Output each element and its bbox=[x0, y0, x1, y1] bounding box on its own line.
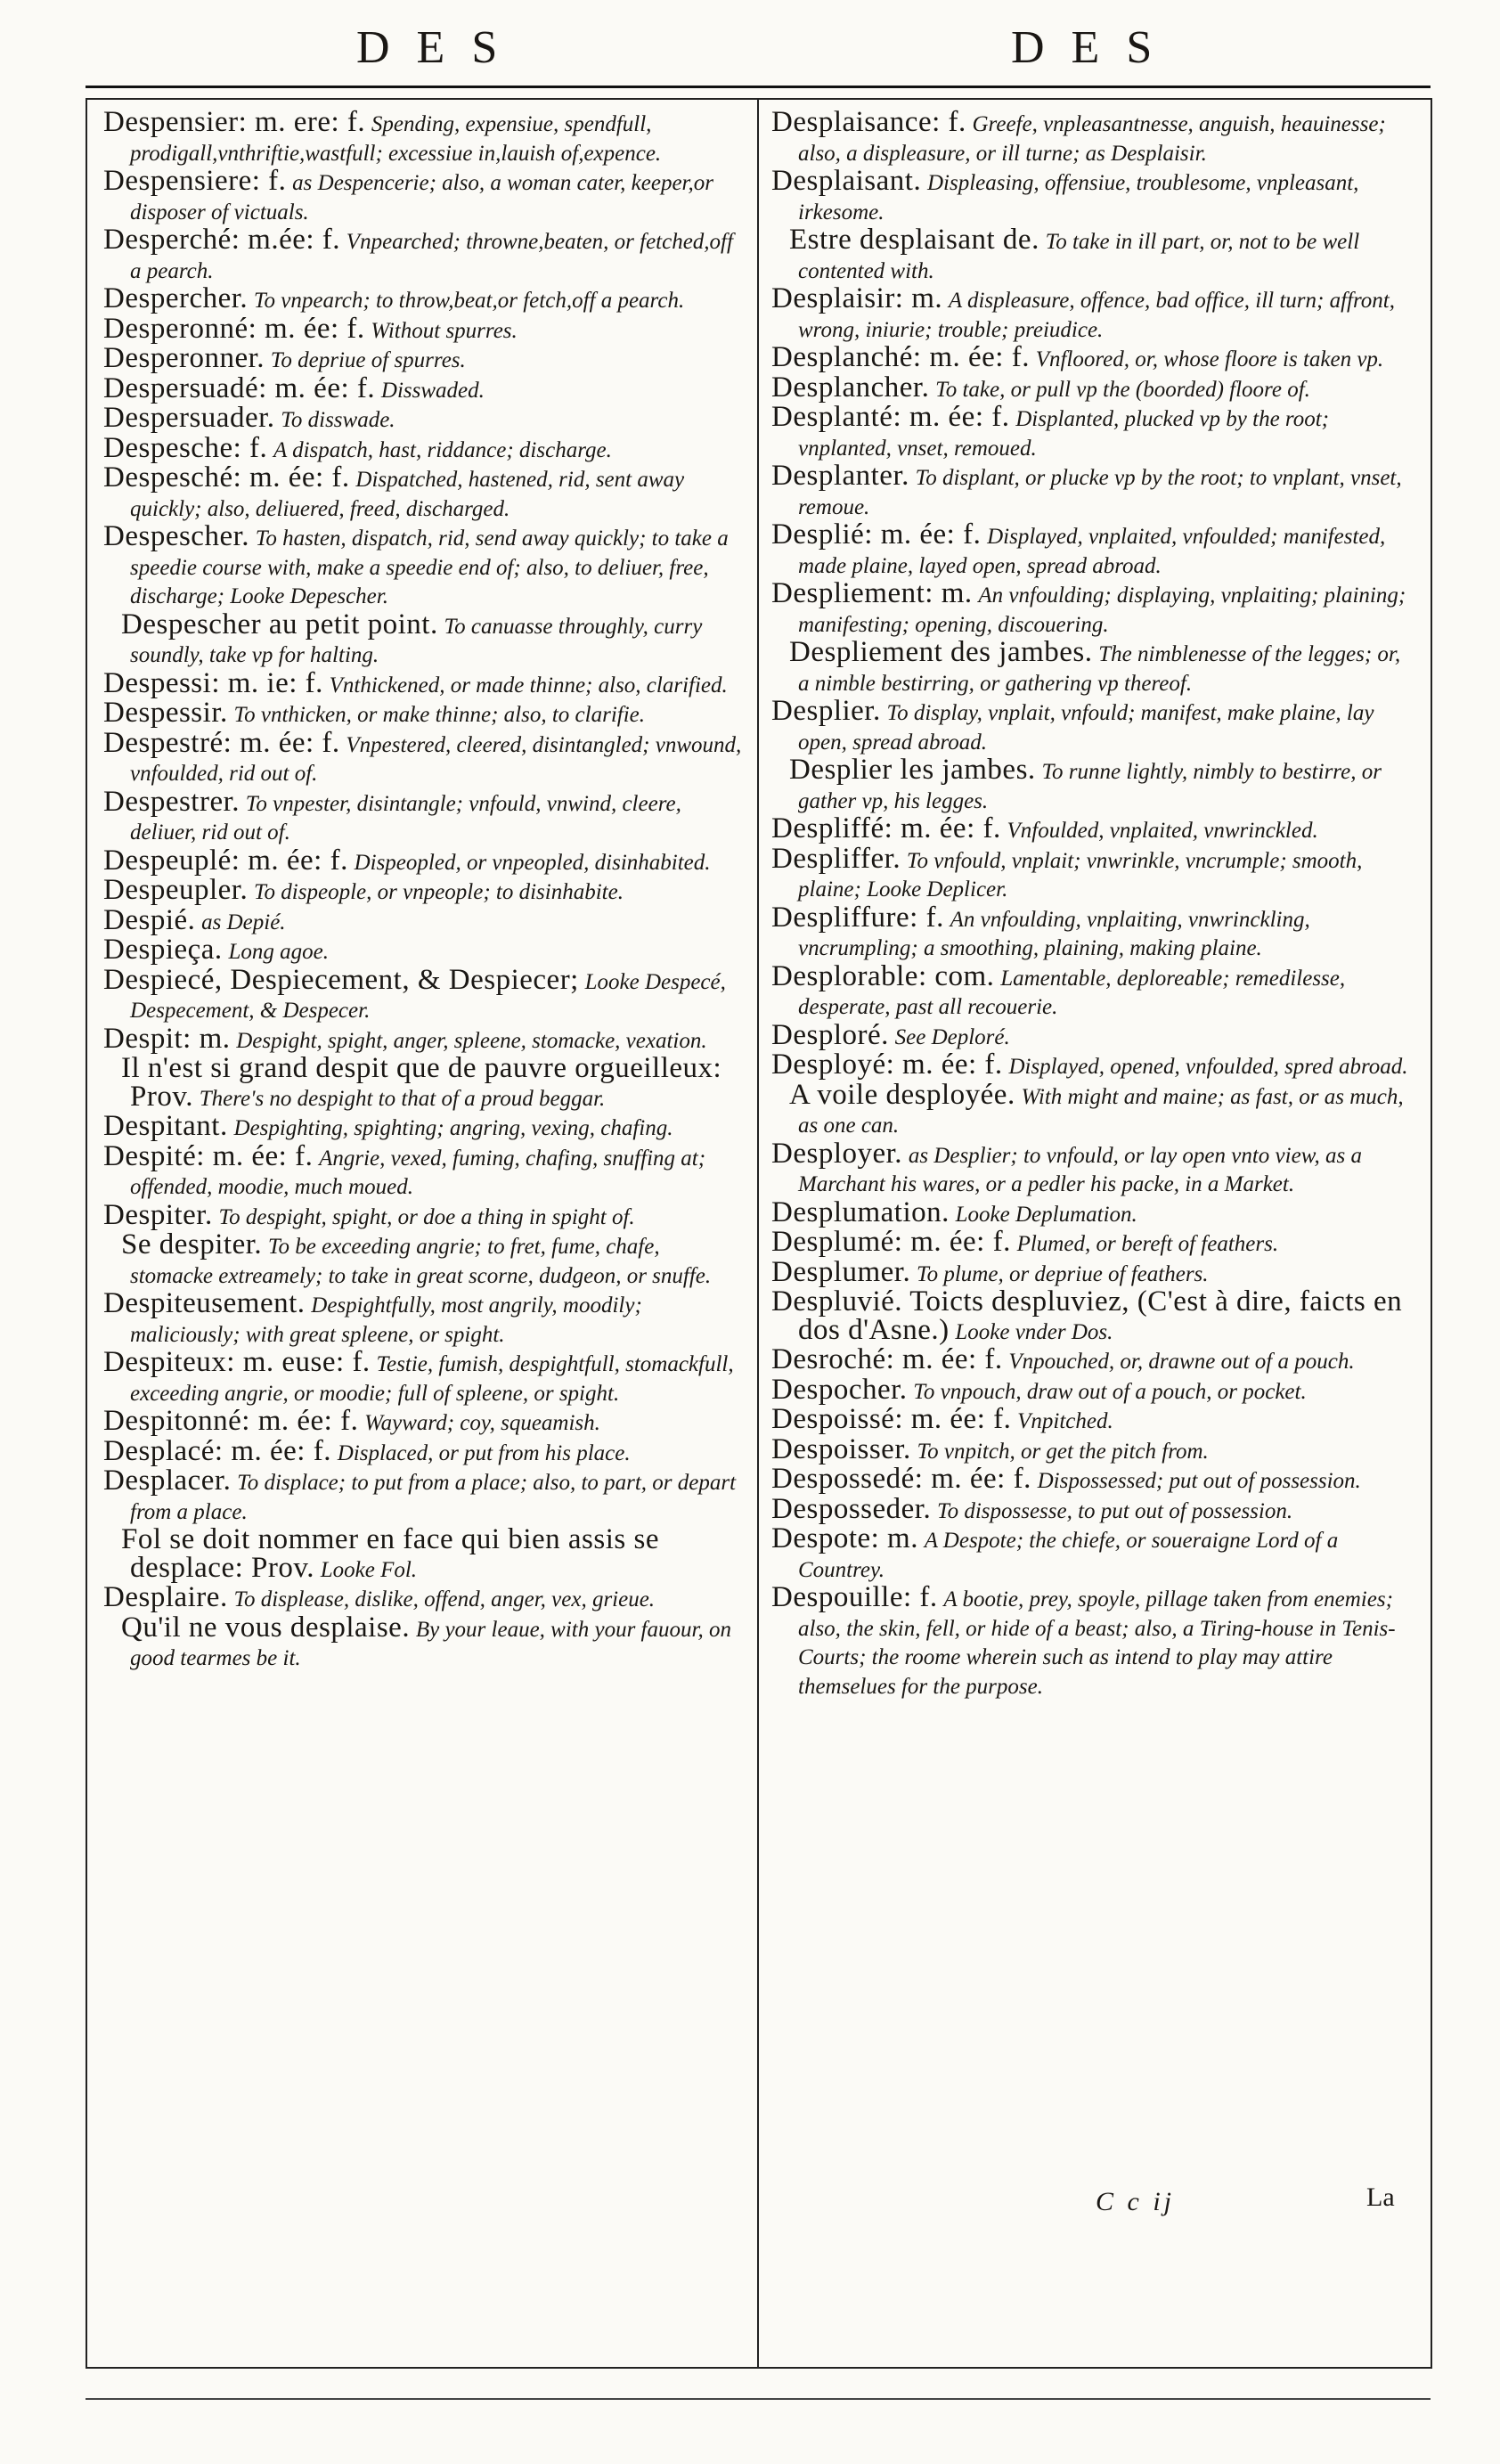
dictionary-entry bbox=[103, 844, 745, 877]
definition: Without spurres. bbox=[371, 318, 518, 343]
dictionary-entry bbox=[771, 1137, 1414, 1199]
definition: To dispossesse, to put out of possession. bbox=[936, 1498, 1293, 1523]
running-head-right: DES bbox=[1011, 22, 1179, 73]
definition: Displaced, or put from his place. bbox=[337, 1440, 631, 1465]
dictionary-entry bbox=[103, 1581, 745, 1614]
headword: Despessi: m. ie: f. bbox=[103, 666, 323, 699]
dictionary-entry bbox=[771, 1255, 1414, 1289]
dictionary-entry bbox=[771, 695, 1414, 756]
definition: With might and maine; as fast, or as much, as one can. bbox=[798, 1084, 1404, 1138]
definition: Displayed, vnplaited, vnfoulded; manifested, made plaine, layed open, spread abroad. bbox=[798, 525, 1386, 578]
definition: Angrie, vexed, fuming, chafing, snuffing at; offended, moodie, much moued. bbox=[130, 1146, 706, 1199]
definition: Vnpouched, or, drawne out of a pouch. bbox=[1008, 1350, 1355, 1374]
catchword: La bbox=[1366, 2183, 1395, 2212]
dictionary-entry bbox=[771, 282, 1414, 344]
definition: To dispeople, or vnpeople; to disinhabite. bbox=[253, 880, 624, 904]
headword: Despensiere: f. bbox=[103, 165, 287, 197]
headword: Despoissé: m. ée: f. bbox=[771, 1403, 1012, 1435]
definition: Displanted, plucked vp by the root; vnplanted, vnset, remoued. bbox=[798, 407, 1330, 461]
definition: To displace; to put from a place; also, to part, or depart from a place. bbox=[130, 1471, 737, 1524]
dictionary-entry bbox=[103, 874, 745, 907]
headword: Despitant. bbox=[103, 1110, 228, 1142]
dictionary-entry bbox=[771, 1403, 1414, 1436]
header-rule bbox=[86, 86, 1431, 88]
dictionary-entry bbox=[103, 1110, 745, 1143]
dictionary-entry bbox=[771, 577, 1414, 639]
definition: Despightfully, most angrily, moodily; maliciously; with great spleene, or spight. bbox=[130, 1293, 642, 1347]
headword: Despesche: f. bbox=[103, 431, 268, 464]
dictionary-entry bbox=[771, 842, 1414, 904]
dictionary-entry bbox=[771, 1285, 1414, 1346]
definition: A bootie, prey, spoyle, pillage taken from enemies; also, the skin, fell, or hide of a beast; also, a Tiring-house in Tenis-Courts; the roome wherein such as intend to play may attire themselues for the purpose. bbox=[798, 1587, 1396, 1699]
headword: Despiteusement. bbox=[103, 1287, 306, 1319]
definition: as Depié. bbox=[201, 910, 286, 934]
dictionary-entry bbox=[103, 371, 745, 405]
dictionary-entry bbox=[103, 1022, 745, 1056]
headword: Despercher. bbox=[103, 282, 249, 314]
definition: Looke Fol. bbox=[320, 1557, 418, 1582]
definition: To hasten, dispatch, rid, send away quickly; to take a speedie course with, make a speedie end of; also, to deliuer, free, discharge; Looke Depescher. bbox=[130, 526, 729, 608]
headword: Despliffé: m. ée: f. bbox=[771, 812, 1001, 844]
definition: By your leaue, with your fauour, on good tearmes be it. bbox=[130, 1617, 731, 1670]
headword: Despeuplé: m. ée: f. bbox=[103, 844, 348, 877]
dictionary-entry bbox=[771, 106, 1414, 167]
definition: Dispatched, hastened, rid, sent away quickly; also, deliuered, freed, discharged. bbox=[130, 468, 685, 521]
headword: Desperonner. bbox=[103, 342, 265, 374]
definition: To vnpitch, or get the pitch from. bbox=[917, 1439, 1209, 1464]
definition: Lamentable, deploreable; remedilesse, desperate, past all recouerie. bbox=[798, 966, 1346, 1019]
definition: A dispatch, hast, riddance; discharge. bbox=[273, 437, 612, 462]
headword: Desroché: m. ée: f. bbox=[771, 1343, 1003, 1375]
dictionary-entry bbox=[103, 726, 745, 788]
definition: To depriue of spurres. bbox=[270, 348, 466, 372]
dictionary-entry bbox=[771, 401, 1414, 462]
headword: Despensier: m. ere: f. bbox=[103, 106, 366, 138]
definition: An vnfoulding; displaying, vnplaiting; plaining; manifesting; opening, discouering. bbox=[798, 583, 1406, 637]
headword: Despiecé, Despiecement, & Despiecer; bbox=[103, 963, 579, 996]
dictionary-entry bbox=[771, 1018, 1414, 1052]
headword: Despit: m. bbox=[103, 1022, 231, 1055]
definition: To runne lightly, nimbly to bestirre, or gather vp, his legges. bbox=[798, 760, 1382, 813]
definition: Long agoe. bbox=[228, 940, 329, 964]
headword: Desplanter. bbox=[771, 460, 909, 492]
headword: Despieça. bbox=[103, 934, 223, 966]
dictionary-entry bbox=[103, 431, 745, 465]
dictionary-entry bbox=[771, 226, 1414, 285]
dictionary-entry bbox=[771, 371, 1414, 404]
definition: Looke vnder Dos. bbox=[955, 1319, 1113, 1344]
headword: Desplumer. bbox=[771, 1255, 911, 1288]
headword: Desplumation. bbox=[771, 1195, 950, 1228]
headword: Despescher. bbox=[103, 520, 250, 552]
dictionary-entry bbox=[103, 963, 745, 1025]
definition: Dispossessed; put out of possession. bbox=[1037, 1469, 1361, 1493]
headword: Despliffer. bbox=[771, 842, 901, 875]
dictionary-entry bbox=[103, 342, 745, 375]
page-header bbox=[89, 18, 1425, 94]
dictionary-entry bbox=[103, 282, 745, 315]
headword: Despié. bbox=[103, 903, 196, 936]
headword: Despliffure: f. bbox=[771, 901, 944, 934]
headword: Despessir. bbox=[103, 697, 228, 729]
headword: Despeupler. bbox=[103, 874, 249, 906]
headword: Despouille: f. bbox=[771, 1581, 938, 1613]
dictionary-entry bbox=[103, 520, 745, 611]
definition: Despighting, spighting; angring, vexing, chafing. bbox=[233, 1116, 673, 1140]
headword: Desployé: m. ée: f. bbox=[771, 1048, 1003, 1081]
headword: Desplacé: m. ée: f. bbox=[103, 1434, 331, 1467]
dictionary-entry bbox=[771, 756, 1414, 815]
headword: Despocher. bbox=[771, 1373, 908, 1406]
dictionary-entry bbox=[771, 462, 1414, 521]
dictionary-entry bbox=[103, 226, 745, 285]
definition: To disswade. bbox=[281, 408, 395, 432]
definition: Vnfloored, or, whose floore is taken vp. bbox=[1035, 347, 1384, 371]
headword: Desplaire. bbox=[103, 1581, 228, 1613]
definition: Looke Deplumation. bbox=[955, 1202, 1137, 1227]
dictionary-entry bbox=[771, 518, 1414, 580]
definition: To take in ill part, or, not to be well contented with. bbox=[798, 230, 1360, 283]
definition: Displayed, opened, vnfoulded, spred abroad. bbox=[1008, 1055, 1408, 1079]
dictionary-entry bbox=[771, 1343, 1414, 1376]
definition: Looke Despecé, Despecement, & Despecer. bbox=[130, 969, 726, 1023]
dictionary-entry bbox=[771, 636, 1414, 698]
headword: Despliement des jambes. bbox=[789, 636, 1093, 668]
headword: Il n'est si grand despit que de pauvre orgueilleux: Prov. bbox=[121, 1052, 722, 1113]
dictionary-entry bbox=[103, 785, 745, 847]
definition: Wayward; coy, squeamish. bbox=[364, 1411, 600, 1435]
dictionary-entry bbox=[771, 167, 1414, 226]
dictionary-entry bbox=[771, 1373, 1414, 1407]
dictionary-entry bbox=[771, 341, 1414, 374]
headword: Despiteux: m. euse: f. bbox=[103, 1346, 371, 1378]
signature-mark: C c ij bbox=[1096, 2187, 1175, 2216]
definition: To vnpester, disintangle; vnfould, vnwind, cleere, deliuer, rid out of. bbox=[130, 791, 681, 844]
dictionary-entry bbox=[103, 106, 745, 167]
dictionary-entry bbox=[103, 936, 745, 967]
footer-rule bbox=[86, 2398, 1431, 2400]
headword: Despote: m. bbox=[771, 1522, 918, 1554]
headword: Qu'il ne vous desplaise. bbox=[121, 1611, 411, 1644]
definition: To vnthicken, or make thinne; also, to clarifie. bbox=[233, 703, 645, 727]
headword: Desplaisant. bbox=[771, 165, 922, 197]
definition: A Despote; the chiefe, or soueraigne Lord of a Countrey. bbox=[798, 1529, 1339, 1582]
dictionary-entry bbox=[103, 1467, 745, 1526]
headword: Desploré. bbox=[771, 1018, 889, 1051]
headword: Desplanché: m. ée: f. bbox=[771, 341, 1030, 373]
definition: See Deploré. bbox=[894, 1024, 1010, 1049]
dictionary-entry bbox=[103, 1523, 745, 1584]
dictionary-entry bbox=[771, 1465, 1414, 1496]
definition: To be exceeding angrie; to fret, fume, chafe, stomacke extreamely; to take in great scorne, dudgeon, or snuffe. bbox=[130, 1235, 712, 1288]
definition: To despight, spight, or doe a thing in spight of. bbox=[218, 1204, 635, 1229]
definition: Plumed, or bereft of feathers. bbox=[1016, 1232, 1279, 1256]
dictionary-entry bbox=[771, 1581, 1414, 1701]
dictionary-entry bbox=[103, 608, 745, 670]
headword: Desplier. bbox=[771, 695, 881, 727]
headword: Se despiter. bbox=[121, 1228, 263, 1261]
definition: There's no despight to that of a proud beggar. bbox=[199, 1086, 606, 1111]
dictionary-entry bbox=[103, 903, 745, 937]
dictionary-entry bbox=[771, 1048, 1414, 1081]
definition: To display, vnplait, vnfould; manifest, make plaine, lay open, spread abroad. bbox=[798, 701, 1374, 755]
column-divider bbox=[757, 98, 759, 2369]
definition: Dispeopled, or vnpeopled, disinhabited. bbox=[354, 850, 711, 875]
dictionary-entry bbox=[103, 1198, 745, 1232]
definition: Vnthickened, or made thinne; also, clarified. bbox=[329, 673, 728, 698]
headword: Despestré: m. ée: f. bbox=[103, 726, 340, 759]
headword: Despliement: m. bbox=[771, 577, 973, 609]
dictionary-entry bbox=[103, 1052, 745, 1113]
dictionary-entry bbox=[771, 1078, 1414, 1140]
definition: To canuasse throughly, curry soundly, take vp for halting. bbox=[130, 614, 703, 667]
dictionary-entry bbox=[103, 312, 745, 346]
dictionary-entry bbox=[103, 461, 745, 523]
headword: Desployer. bbox=[771, 1137, 903, 1170]
dictionary-entry bbox=[771, 901, 1414, 963]
dictionary-entry bbox=[103, 666, 745, 700]
definition: The nimblenesse of the legges; or, a nimble bestirring, or gathering vp thereof. bbox=[798, 642, 1401, 696]
definition: Greefe, vnpleasantnesse, anguish, heauinesse; also, a displeasure, or ill turne; as Desplaisir. bbox=[798, 112, 1386, 166]
dictionary-entry bbox=[103, 1611, 745, 1673]
headword: Despitonné: m. ée: f. bbox=[103, 1405, 359, 1437]
dictionary-entry bbox=[103, 699, 745, 730]
definition: To vnfould, vnplait; vnwrinkle, vncrumple; smooth, plaine; Looke Deplicer. bbox=[798, 848, 1363, 902]
dictionary-entry bbox=[771, 812, 1414, 845]
headword: Despestrer. bbox=[103, 785, 240, 818]
definition: Testie, fumish, despightfull, stomackfull, exceeding angrie, or moodie; full of spleene, or spight. bbox=[130, 1352, 734, 1406]
dictionary-entry bbox=[103, 1287, 745, 1349]
right-column bbox=[771, 106, 1414, 1701]
dictionary-entry bbox=[771, 1195, 1414, 1229]
headword: Despescher au petit point. bbox=[121, 608, 438, 640]
definition: An vnfoulding, vnplaiting, vnwrinckling, vncrumpling; a smoothing, plaining, making plaine. bbox=[798, 907, 1310, 960]
definition: Vnpitched. bbox=[1017, 1409, 1113, 1433]
headword: Desposseder. bbox=[771, 1492, 932, 1525]
definition: A displeasure, offence, bad office, ill turn; affront, wrong, iniurie; trouble; preiudice. bbox=[798, 289, 1396, 342]
dictionary-entry bbox=[103, 1228, 745, 1290]
definition: Displeasing, offensiue, troublesome, vnpleasant, irkesome. bbox=[798, 171, 1359, 224]
headword: Despluvié. Toicts despluviez, (C'est à dire, faicts en dos d'Asne.) bbox=[771, 1285, 1403, 1346]
headword: Desplanté: m. ée: f. bbox=[771, 401, 1010, 433]
definition: as Desplier; to vnfould, or lay open vnto view, as a Marchant his wares, or a pedler his packe, in a Market. bbox=[798, 1143, 1362, 1196]
headword: Desplumé: m. ée: f. bbox=[771, 1226, 1011, 1258]
dictionary-entry bbox=[771, 1522, 1414, 1584]
definition: Vnpearched; throwne,beaten, or fetched,off a pearch. bbox=[130, 230, 733, 283]
definition: Spending, expensiue, spendfull, prodigall,vnthriftie,wastfull; excessiue in,lauish of,expence. bbox=[130, 112, 662, 166]
definition: To displant, or plucke vp by the root; to vnplant, vnset, remoue. bbox=[798, 466, 1402, 519]
dictionary-entry bbox=[771, 1228, 1414, 1259]
definition: Disswaded. bbox=[380, 378, 485, 403]
definition: Vnfoulded, vnplaited, vnwrinckled. bbox=[1007, 819, 1318, 843]
definition: To displease, dislike, offend, anger, vex, grieue. bbox=[233, 1587, 656, 1611]
headword: Desperonné: m. ée: f. bbox=[103, 312, 365, 345]
headword: Despité: m. ée: f. bbox=[103, 1139, 314, 1172]
headword: Despiter. bbox=[103, 1198, 213, 1231]
headword: A voile desployée. bbox=[789, 1078, 1015, 1111]
definition: To vnpearch; to throw,beat,or fetch,off a pearch. bbox=[253, 289, 685, 313]
headword: Desplorable: com. bbox=[771, 959, 995, 992]
dictionary-entry bbox=[771, 1432, 1414, 1466]
dictionary-entry bbox=[103, 1139, 745, 1202]
headword: Desplié: m. ée: f. bbox=[771, 518, 982, 551]
dictionary-entry bbox=[103, 1346, 745, 1407]
dictionary-entry bbox=[103, 167, 745, 226]
headword: Despesché: m. ée: f. bbox=[103, 461, 350, 494]
left-column bbox=[103, 106, 745, 1673]
headword: Desplaisance: f. bbox=[771, 106, 966, 138]
headword: Desplier les jambes. bbox=[789, 754, 1036, 786]
definition: Vnpestered, cleered, disintangled; vnwound, vnfoulded, rid out of. bbox=[130, 732, 742, 786]
dictionary-entry bbox=[103, 1407, 745, 1438]
dictionary-entry bbox=[103, 1434, 745, 1468]
headword: Desplacer. bbox=[103, 1465, 232, 1497]
headword: Despoisser. bbox=[771, 1432, 911, 1465]
headword: Despersuader. bbox=[103, 402, 275, 434]
headword: Despersuadé: m. ée: f. bbox=[103, 371, 376, 404]
headword: Desperché: m.ée: f. bbox=[103, 224, 341, 256]
definition: To take, or pull vp the (boorded) floore of. bbox=[935, 377, 1310, 402]
headword: Despossedé: m. ée: f. bbox=[771, 1463, 1031, 1495]
definition: Despight, spight, anger, spleene, stomacke, vexation. bbox=[236, 1028, 707, 1053]
dictionary-entry bbox=[771, 959, 1414, 1022]
definition: as Despencerie; also, a woman cater, keeper,or disposer of victuals. bbox=[130, 171, 713, 224]
headword: Desplaisir: m. bbox=[771, 282, 943, 314]
headword: Estre desplaisant de. bbox=[789, 224, 1039, 256]
definition: To plume, or depriue of feathers. bbox=[916, 1261, 1209, 1286]
dictionary-entry bbox=[771, 1492, 1414, 1526]
headword: Fol se doit nommer en face qui bien assis se desplace: Prov. bbox=[121, 1523, 659, 1584]
headword: Desplancher. bbox=[771, 371, 930, 404]
definition: To vnpouch, draw out of a pouch, or pocket. bbox=[913, 1379, 1307, 1404]
running-head-left: DES bbox=[356, 22, 525, 73]
dictionary-entry bbox=[103, 404, 745, 435]
